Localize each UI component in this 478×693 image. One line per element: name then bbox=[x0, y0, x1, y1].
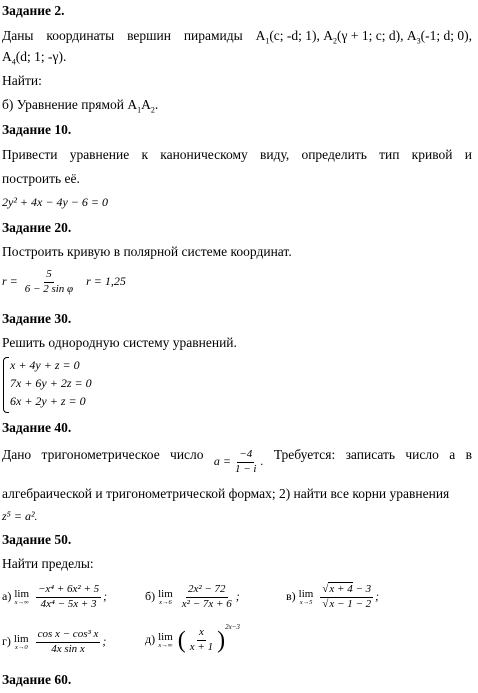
limit-v: в) lim x→5 $\frac{√x + 4 - 3}{√x - 1 - 2}$ ; bbox=[286, 583, 380, 610]
system-eq2: 7x + 6y + 2z = 0 bbox=[10, 376, 92, 390]
system-eq3: 6x + 2y + z = 0 bbox=[10, 394, 86, 408]
task-40-title: Задание 40. bbox=[2, 420, 72, 435]
task-40-line3: z⁵ = a². bbox=[2, 509, 38, 523]
task-30-title: Задание 30. bbox=[2, 311, 72, 326]
task-40-line1: Дано тригонометрическое число a = $\frac{-4}{1 - i}$ . Требуется: записать число a в bbox=[2, 447, 472, 475]
task-20-text: Построить кривую в полярной системе координат. bbox=[2, 244, 292, 259]
task-10-line1: Привести уравнение к каноническому виду, определить тип кривой и bbox=[2, 147, 472, 162]
task-20-title: Задание 20. bbox=[2, 220, 72, 235]
limit-a: а) lim x→∞ $\frac{\text{−x⁴ + 6x² + 5}}{\text{4x⁴ − 5x + 3}}$ ; bbox=[2, 583, 108, 610]
task-2-line2: $A_4(d$; 1; -γ). bbox=[2, 49, 67, 67]
limit-b: б) lim x→6 $\frac{\text{2x² − 72}}{\text{x² − 7x + 6}}$ ; bbox=[145, 583, 240, 610]
task-50-text: Найти пределы: bbox=[2, 556, 94, 571]
task-20-formula: r = $\frac{5}{\text{6 − 2 sin φ}}$ r = 1,25 bbox=[2, 268, 126, 295]
task-10-title: Задание 10. bbox=[2, 122, 72, 137]
task-60-title: Задание 60. bbox=[2, 672, 72, 687]
limit-g: г) lim x→0 $\frac{\text{cos x − cos³ x}}{\text{4x sin x}}$ ; bbox=[2, 628, 107, 655]
task-10-equation: 2y² + 4x − 4y − 6 = 0 bbox=[2, 195, 108, 209]
task-2-line1: Даны координаты вершин пирамиды $A_1(c$; -d; 1), $A_2(\gamma + 1$; c; d), $A_3(-1$; d; 0), bbox=[2, 28, 472, 46]
system-brace bbox=[3, 357, 9, 413]
task-40-line2: алгебраической и тригонометрической формах; 2) найти все корни уравнения bbox=[2, 486, 450, 501]
task-2-item-b: б) Уравнение прямой $A_1A_2$. bbox=[2, 97, 159, 115]
system-eq1: x + 4y + z = 0 bbox=[10, 358, 80, 372]
task-50-title: Задание 50. bbox=[2, 532, 72, 547]
task-2-title: Задание 2. bbox=[2, 3, 65, 18]
task-30-text: Решить однородную систему уравнений. bbox=[2, 335, 237, 350]
task-10-line2: построить её. bbox=[2, 171, 80, 186]
limit-d: д) lim x→∞ ( $\frac{x}{x + 1}$ )$^{2x-3}$ bbox=[145, 623, 240, 654]
task-2-find: Найти: bbox=[2, 73, 42, 88]
